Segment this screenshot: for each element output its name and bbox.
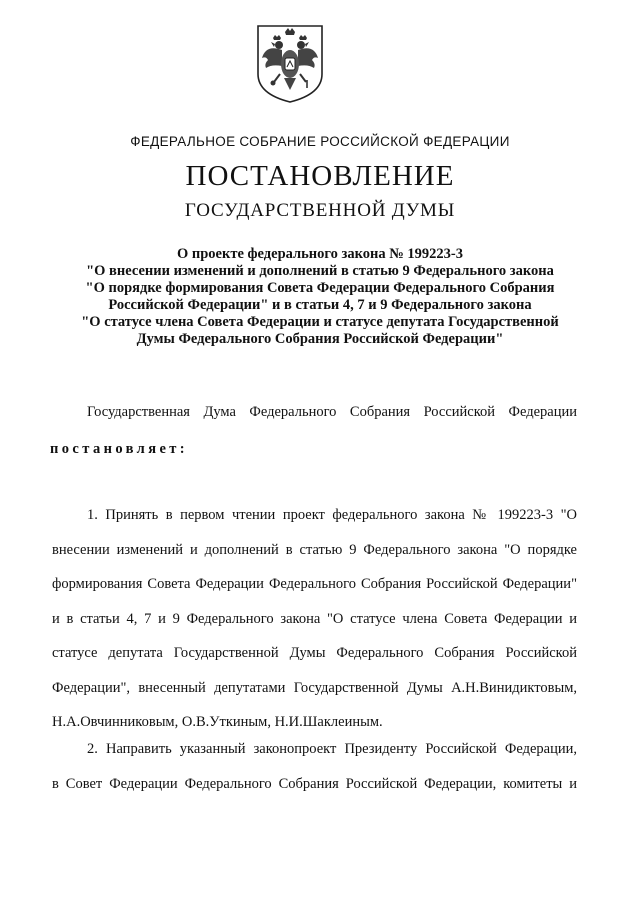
decrees-keyword: постановляет: (50, 441, 189, 457)
paragraph-line: формирования Совета Федерации Федерального Собрания Российской Федерации" (52, 576, 577, 592)
paragraph-2 (52, 740, 577, 809)
state-emblem (252, 22, 328, 104)
paragraph-line: и в статьи 4, 7 и 9 Федерального закона "О статусе члена Совета Федерации и (52, 610, 577, 627)
title-line: "О статусе члена Совета Федерации и статусе депутата Государственной (81, 314, 559, 330)
paragraph-line: 1. Принять в первом чтении проект федерального закона № 199223-3 "О (87, 507, 577, 523)
title-line: "О внесении изменений и дополнений в статью 9 Федерального закона (86, 263, 554, 279)
title-line: Российской Федерации" и в статьи 4, 7 и 9 Федерального закона (108, 297, 532, 313)
double-headed-eagle-icon (252, 22, 328, 104)
paragraph-line: 2. Направить указанный законопроект Президенту Российской Федерации, (87, 741, 577, 757)
paragraph-line: в Совет Федерации Федерального Собрания Российской Федерации, комитеты и (52, 775, 577, 792)
document-type: ПОСТАНОВЛЕНИЕ (185, 160, 455, 192)
issuing-body: ГОСУДАРСТВЕННОЙ ДУМЫ (184, 200, 456, 221)
paragraph-line: статусе депутата Государственной Думы Федерального Собрания Российской (52, 645, 577, 661)
paragraph-line: Н.А.Овчинниковым, О.В.Уткиным, Н.И.Шаклеиным. (52, 714, 383, 730)
paragraph-line: Федерации", внесенный депутатами Государственной Думы А.Н.Винидиктовым, (52, 679, 577, 696)
title-line: Думы Федерального Собрания Российской Федерации" (136, 331, 504, 347)
parliament-name: ФЕДЕРАЛЬНОЕ СОБРАНИЕ РОССИЙСКОЙ ФЕДЕРАЦИИ (130, 134, 510, 149)
title-line: О проекте федерального закона № 199223-3 (176, 246, 464, 262)
preamble: Государственная Дума Федерального Собрания Российской Федерации (87, 404, 577, 420)
title-line: "О порядке формирования Совета Федерации Федерального Собрания (85, 280, 555, 296)
paragraph-1 (52, 506, 577, 748)
resolution-title (40, 246, 600, 348)
paragraph-line: внесении изменений и дополнений в статью 9 Федерального закона "О порядке (52, 541, 577, 558)
